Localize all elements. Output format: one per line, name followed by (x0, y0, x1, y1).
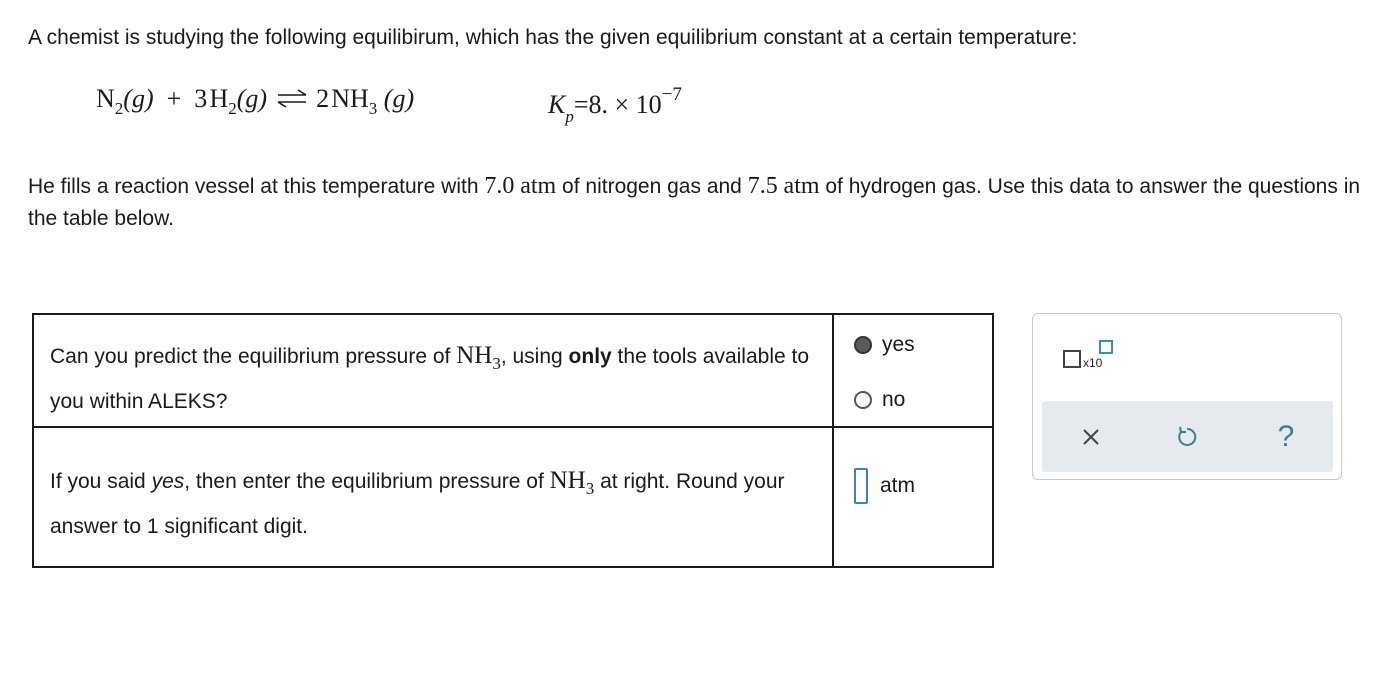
no-radio[interactable]: no (854, 388, 905, 412)
tool-actions-bar (1042, 401, 1333, 472)
chemical-equation: $N_2(g) + 3$ $H_2(g)$ 2 $NH_3$ (g) (96, 84, 415, 118)
problem-intro: A chemist is studying the following equilibirum, which has the given equilibrium constant at a certain temperature: (28, 26, 1078, 49)
question-row-pressure (34, 428, 992, 566)
radio-unselected-icon[interactable] (854, 391, 872, 409)
predict-question-text: Can you predict the equilibrium pressure of $NH_3$, using only the tools available to you within ALEKS? (50, 342, 810, 413)
question-row-predict (34, 315, 992, 428)
table-divider (832, 315, 834, 566)
equilibrium-arrow-icon (276, 86, 308, 116)
equilibrium-constant: $K_p=8$. × $10^{-7}$ (548, 84, 682, 126)
pressure-unit-label: atm (880, 474, 916, 497)
help-icon[interactable]: ? (1277, 420, 1295, 453)
yes-radio[interactable]: yes (854, 333, 915, 357)
math-tools-panel (1032, 313, 1342, 480)
radio-selected-icon[interactable] (854, 336, 872, 354)
pressure-answer-field (854, 468, 915, 504)
close-icon[interactable] (1073, 419, 1109, 455)
problem-paragraph: He fills a reaction vessel at this temperature with 7.0 atm of nitrogen gas and 7.5 atm of hydrogen gas. Use this data to answer the questions in the table below. (28, 173, 1361, 230)
scientific-notation-icon[interactable]: x10 (1063, 340, 1121, 374)
undo-icon[interactable] (1169, 419, 1205, 455)
pressure-input[interactable] (854, 468, 868, 504)
question-table (32, 313, 994, 568)
pressure-question-text: If you said yes, then enter the equilibrium pressure of $NH_3$ at right. Round your answer to 1 significant digit. (50, 467, 785, 538)
